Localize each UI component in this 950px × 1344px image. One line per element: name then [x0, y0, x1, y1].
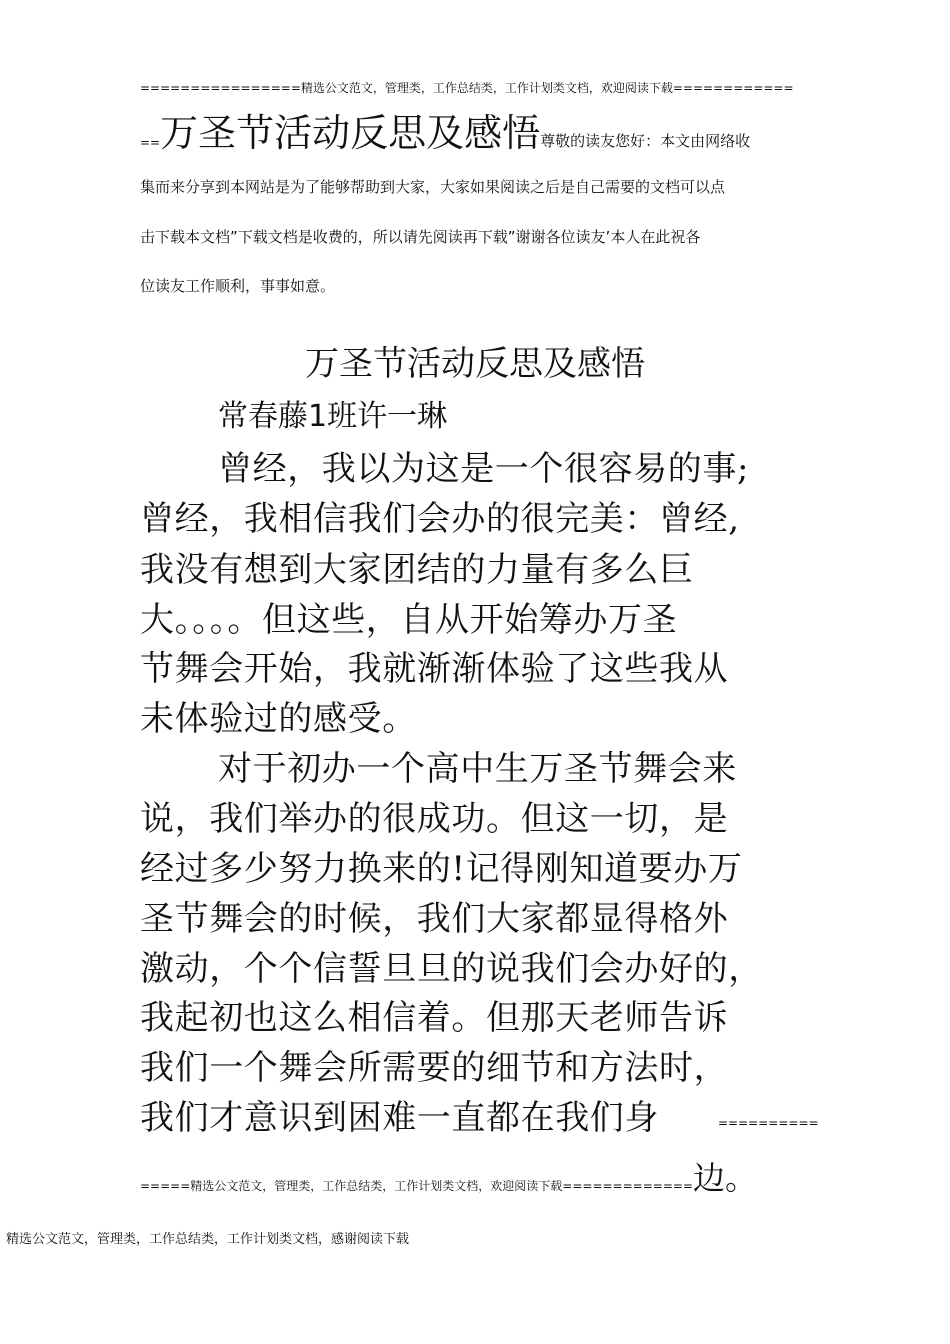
- body-line: 曾经，我以为这是一个很容易的事;: [218, 449, 750, 489]
- header-banner: ================精选公文范文，管理类，工作总结类，工作计划类文档，欢迎阅读下载============: [140, 81, 794, 95]
- document-author: 常春藤1班许一琳: [218, 399, 448, 434]
- intro-text-start: 尊敬的读友您好：本文由网络收: [540, 132, 751, 150]
- body-line: 我没有想到大家团结的力量有多么巨: [140, 550, 694, 590]
- main-title: 万圣节活动反思及感悟: [160, 111, 541, 155]
- body-line: 激动，个个信誓旦旦的说我们会办好的，: [140, 949, 763, 989]
- body-line: 我起初也这么相信着。但那天老师告诉: [140, 998, 729, 1038]
- bottom-note: 精选公文范文，管理类，工作总结类，工作计划类文档，感谢阅读下载: [6, 1232, 410, 1247]
- body-line: 大。。。。但这些，自从开始筹办万圣: [140, 600, 678, 640]
- body-line: 经过多少努力换来的!记得刚知道要办万: [140, 849, 743, 889]
- footer-last-word: 边。: [693, 1159, 758, 1197]
- footer-equals-tail: ==========: [718, 1116, 819, 1130]
- body-line: 曾经，我相信我们会办的很完美：曾经,: [140, 499, 740, 539]
- body-line: 我们才意识到困难一直都在我们身: [140, 1098, 659, 1138]
- body-line: 对于初办一个高中生万圣节舞会来: [218, 749, 737, 789]
- intro-text-line: 位读友工作顺利，事事如意。: [140, 277, 336, 295]
- body-line: 说，我们举办的很成功。但这一切，是: [140, 799, 729, 839]
- intro-text-line: 集而来分享到本网站是为了能够帮助到大家，大家如果阅读之后是自己需要的文档可以点: [140, 178, 726, 196]
- body-line: 未体验过的感受。: [140, 699, 417, 739]
- footer-banner: =====精选公文范文，管理类，工作总结类，工作计划类文档，欢迎阅读下载=============: [140, 1178, 693, 1193]
- footer-line: [140, 1158, 757, 1198]
- body-line: 圣节舞会的时候，我们大家都显得格外: [140, 899, 729, 939]
- title-line: [140, 110, 820, 156]
- body-line: 节舞会开始，我就渐渐体验了这些我从: [140, 649, 729, 689]
- title-prefix: ==: [140, 135, 161, 150]
- document-title: 万圣节活动反思及感悟: [305, 344, 645, 384]
- intro-text-line: 击下载本文档”下载文档是收费的，所以请先阅读再下载”谢谢各位读友’本人在此祝各: [140, 228, 701, 246]
- body-line: 我们一个舞会所需要的细节和方法时，: [140, 1048, 729, 1088]
